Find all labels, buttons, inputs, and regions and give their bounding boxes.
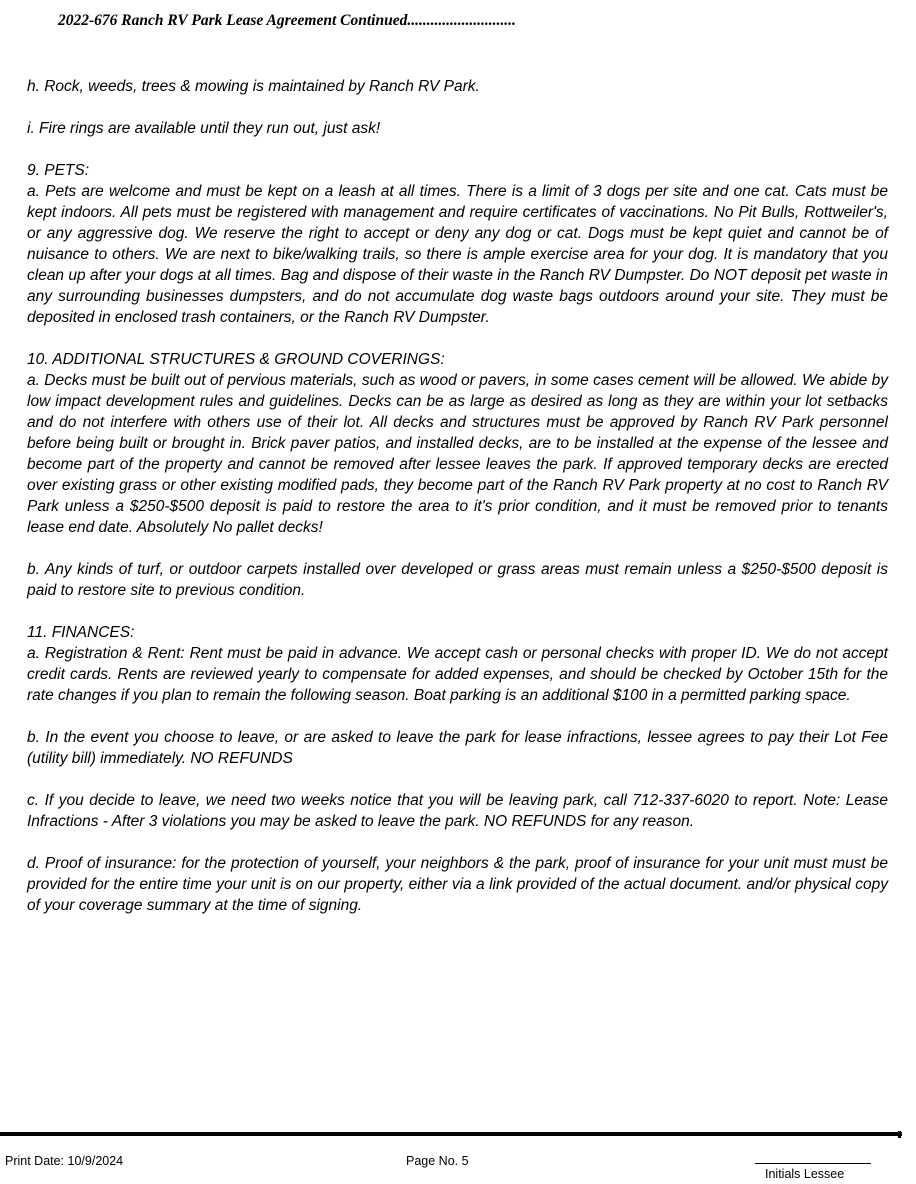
finances-paragraph-d: d. Proof of insurance: for the protection of yourself, your neighbors & the park, proof of insurance for your unit must must be provided for the entire time your unit is on our property, either via a link provided of the actual document. and/or physical copy of your coverage summary at the time of signing. — [27, 855, 888, 914]
finances-paragraph-c: c. If you decide to leave, we need two weeks notice that you will be leaving park, call 712-337-6020 to report. Note: Lease Infractions - After 3 violations you may be asked to leave the park. NO REFUNDS for any reason. — [27, 792, 888, 830]
document-body — [27, 76, 888, 937]
section-heading-structures: 10. ADDITIONAL STRUCTURES & GROUND COVERINGS: — [27, 351, 445, 368]
item-i: i. Fire rings are available until they run out, just ask! — [27, 120, 381, 137]
structures-paragraph-a: a. Decks must be built out of pervious materials, such as wood or pavers, in some cases cement will be allowed. We abide by low impact development rules and guidelines. Decks can be as large as desired as long as they are within your lot setbacks and do not interfere with others use of their lot. All decks and structures must be approved by Ranch RV Park personnel before being built or brought in. Brick paver patios, and installed decks, are to be installed at the expense of the lessee and become part of the property and cannot be removed after lessee leaves the park. If approved temporary decks are erected over existing grass or other existing modified pads, they become part of the Ranch RV Park property at no cost to Ranch RV Park unless a $250-$500 deposit is paid to restore the area to it's prior condition, and it must be removed prior to tenants lease end date. Absolutely No pallet decks! — [27, 372, 888, 536]
footer-divider — [0, 1132, 902, 1136]
section-heading-pets: 9. PETS: — [27, 162, 90, 179]
initials-lessee-label: Initials Lessee — [765, 1167, 845, 1181]
print-date: Print Date: 10/9/2024 — [5, 1154, 124, 1168]
section-heading-finances: 11. FINANCES: — [27, 624, 135, 641]
page-number: Page No. 5 — [406, 1154, 469, 1168]
finances-paragraph-a: a. Registration & Rent: Rent must be paid in advance. We accept cash or personal checks with proper ID. We do not accept credit cards. Rents are reviewed yearly to compensate for added expenses, and should be checked by October 15th for the rate changes if you plan to remain the following season. Boat parking is an additional $100 in a permitted parking space. — [27, 645, 888, 704]
pets-paragraph-a: a. Pets are welcome and must be kept on a leash at all times. There is a limit of 3 dogs per site and one cat. Cats must be kept indoors. All pets must be registered with management and require certificates of vaccinations. No Pit Bulls, Rottweiler's, or any aggressive dog. We reserve the right to accept or deny any dog or cat. Dogs must be kept quiet and cannot be of nuisance to others. We are next to bike/walking trails, so there is ample exercise area for your dog. It is mandatory that you clean up after your dogs at all times. Bag and dispose of their waste in the Ranch RV Dumpster. Do NOT deposit pet waste in any surrounding businesses dumpsters, and do not accumulate dog waste bags outdoors around your site. They must be deposited in enclosed trash containers, or the Ranch RV Dumpster. — [27, 183, 888, 326]
initials-signature-line — [755, 1163, 871, 1164]
finances-paragraph-b: b. In the event you choose to leave, or are asked to leave the park for lease infractions, lessee agrees to pay their Lot Fee (utility bill) immediately. NO REFUNDS — [27, 729, 888, 767]
document-header: 2022-676 Ranch RV Park Lease Agreement Continued............................ — [58, 12, 516, 29]
structures-paragraph-b: b. Any kinds of turf, or outdoor carpets installed over developed or grass areas must remain unless a $250-$500 deposit is paid to restore site to previous condition. — [27, 561, 888, 599]
footer-divider-cap — [898, 1131, 901, 1138]
item-h: h. Rock, weeds, trees & mowing is maintained by Ranch RV Park. — [27, 78, 480, 95]
